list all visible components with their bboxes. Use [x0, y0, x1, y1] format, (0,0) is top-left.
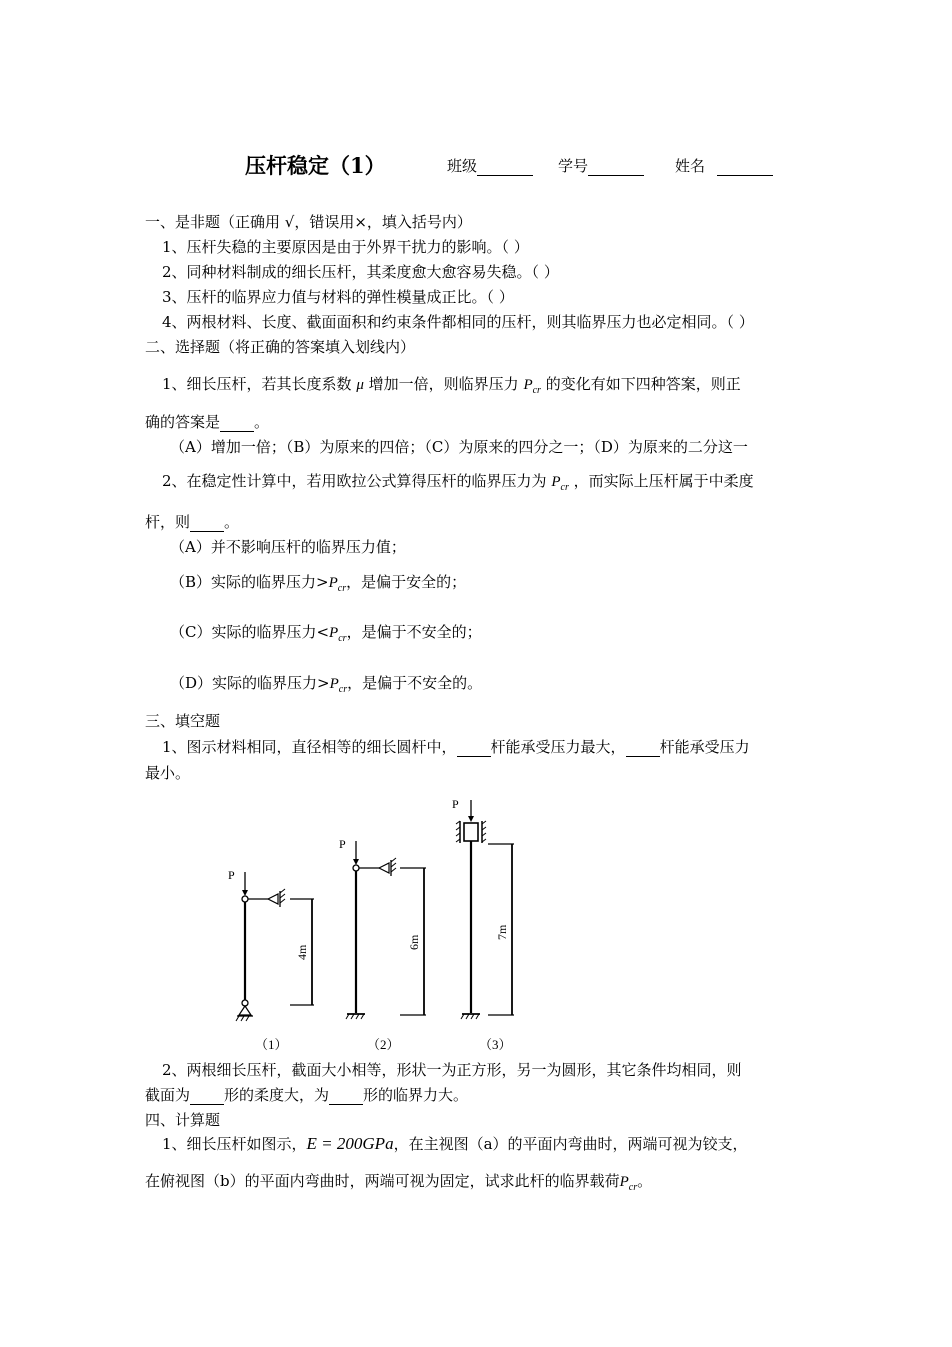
- caption-3: （3）: [479, 1037, 512, 1052]
- caption-2: （2）: [367, 1037, 400, 1052]
- load-label-1: P: [228, 868, 235, 882]
- student-no-field: [558, 155, 644, 176]
- mu-symbol: μ: [356, 377, 364, 393]
- s2-q1-options: （A）增加一倍；（B）为原来的四倍；（C）为原来的四分之一；（D）为原来的二分这一: [170, 438, 748, 456]
- student-no-label: 学号: [558, 157, 589, 175]
- s3-q2-line2: 截面为 形的柔度大，为 形的临界力大。: [145, 1086, 469, 1104]
- page-title: 压杆稳定（1）: [245, 153, 386, 178]
- s2-q2-option-c: （C）实际的临界压力$<P_{cr}$，是偏于不安全的；: [170, 623, 482, 644]
- section2-heading: 二、选择题（将正确的答案填入划线内）: [145, 338, 416, 356]
- length-label-2: 6m: [407, 934, 421, 950]
- name-blank[interactable]: [717, 158, 773, 176]
- s2-q2-period: 。: [224, 513, 240, 531]
- class-blank[interactable]: [477, 158, 533, 176]
- modulus-formula: E = 200GPa: [306, 1134, 394, 1153]
- top-hinge-1: [242, 896, 248, 902]
- load-label-2: P: [339, 837, 346, 851]
- pcr-symbol: $P_{cr}$: [523, 377, 541, 396]
- s3-q2-blank-2[interactable]: [329, 1087, 363, 1105]
- s3-q1-blank-max[interactable]: [457, 739, 491, 757]
- column-2: [339, 837, 426, 1052]
- length-label-3: 7m: [495, 924, 509, 940]
- s3-q2-line1: 2、两根细长压杆，截面大小相等，形状一为正方形，另一为圆形，其它条件均相同，则: [162, 1061, 742, 1079]
- pcr-symbol: $P_{cr}$: [551, 474, 569, 493]
- section1-item-2: 2、同种材料制成的细长压杆，其柔度愈大愈容易失稳。（ ）: [162, 263, 559, 281]
- roller-support-1: [268, 894, 278, 904]
- length-label-1: 4m: [295, 944, 309, 960]
- student-no-blank[interactable]: [588, 158, 644, 176]
- s2-q1-answer-blank[interactable]: [220, 414, 254, 432]
- top-hinge-2: [353, 865, 359, 871]
- s2-q2-answer-blank[interactable]: [190, 514, 224, 532]
- s2-q2-line2: [145, 511, 239, 532]
- load-label-3: P: [452, 797, 459, 811]
- column-3: [452, 797, 514, 1052]
- s2-q1-text-c: 的变化有如下四种答案，则正: [545, 375, 741, 393]
- pin-support-1: [239, 1006, 251, 1015]
- s2-q2-option-a: （A）并不影响压杆的临界压力值；: [170, 538, 406, 556]
- s2-q2-answer-label: 杆，则: [145, 513, 191, 531]
- s2-q2-text-a: 2、在稳定性计算中，若用欧拉公式算得压杆的临界压力为: [162, 472, 547, 490]
- name-field: [675, 155, 773, 176]
- load-arrowhead-2: [353, 859, 359, 865]
- pcr-symbol: $P_{cr}$: [619, 1174, 638, 1193]
- s2-q1-period: 。: [254, 413, 270, 431]
- section1-item-3: 3、压杆的临界应力值与材料的弹性模量成正比。（ ）: [162, 288, 514, 306]
- name-label: 姓名: [675, 157, 706, 175]
- s2-q2-option-d: （D）实际的临界压力$>P_{cr}$，是偏于不安全的。: [170, 674, 483, 695]
- class-label: 班级: [447, 157, 478, 175]
- sliding-clamp-3: [464, 823, 478, 841]
- column-1: [228, 868, 314, 1052]
- section1-item-1: 1、压杆失稳的主要原因是由于外界干扰力的影响。（ ）: [162, 238, 529, 256]
- roller-support-2: [379, 863, 389, 873]
- s4-q1-line2: 在俯视图（b）的平面内弯曲时，两端可视为固定，试求此杆的临界载荷$P_{cr}$。: [145, 1172, 653, 1193]
- caption-1: （1）: [255, 1037, 288, 1052]
- s2-q2-text-b: ，而实际上压杆属于中柔度: [573, 472, 754, 490]
- s2-q1-line1: [162, 373, 741, 396]
- s2-q1-answer-label: 确的答案是: [145, 413, 221, 431]
- class-field: [447, 155, 533, 176]
- section1-item-4: 4、两根材料、长度、截面面积和约束条件都相同的压杆，则其临界压力也必定相同。（ ）: [162, 313, 754, 331]
- load-arrowhead-3: [468, 816, 474, 822]
- s2-q1-text-a: 1、细长压杆，若其长度系数: [162, 375, 352, 393]
- load-arrowhead-1: [242, 890, 248, 896]
- columns-figure: [200, 790, 560, 1060]
- s2-q2-option-b: （B）实际的临界压力$>P_{cr}$，是偏于安全的；: [170, 573, 467, 594]
- s3-q1-line2: 最小。: [145, 764, 191, 782]
- s2-q2-line1: [162, 470, 754, 493]
- s3-q1-blank-min[interactable]: [626, 739, 660, 757]
- s2-q1-text-b: 增加一倍，则临界压力: [368, 375, 519, 393]
- s2-q1-line2: [145, 411, 269, 432]
- s3-q1-line1: 1、图示材料相同，直径相等的细长圆杆中， 杆能承受压力最大， 杆能承受压力: [162, 738, 750, 756]
- section3-heading: 三、填空题: [145, 712, 221, 730]
- s4-q1-line1: 1、细长压杆如图示，E = 200GPa，在主视图（a）的平面内弯曲时，两端可视为铰支，: [162, 1134, 748, 1153]
- section4-heading: 四、计算题: [145, 1111, 221, 1129]
- s3-q2-blank-1[interactable]: [190, 1087, 224, 1105]
- section1-heading: 一、是非题（正确用 √，错误用×，填入括号内）: [145, 213, 472, 231]
